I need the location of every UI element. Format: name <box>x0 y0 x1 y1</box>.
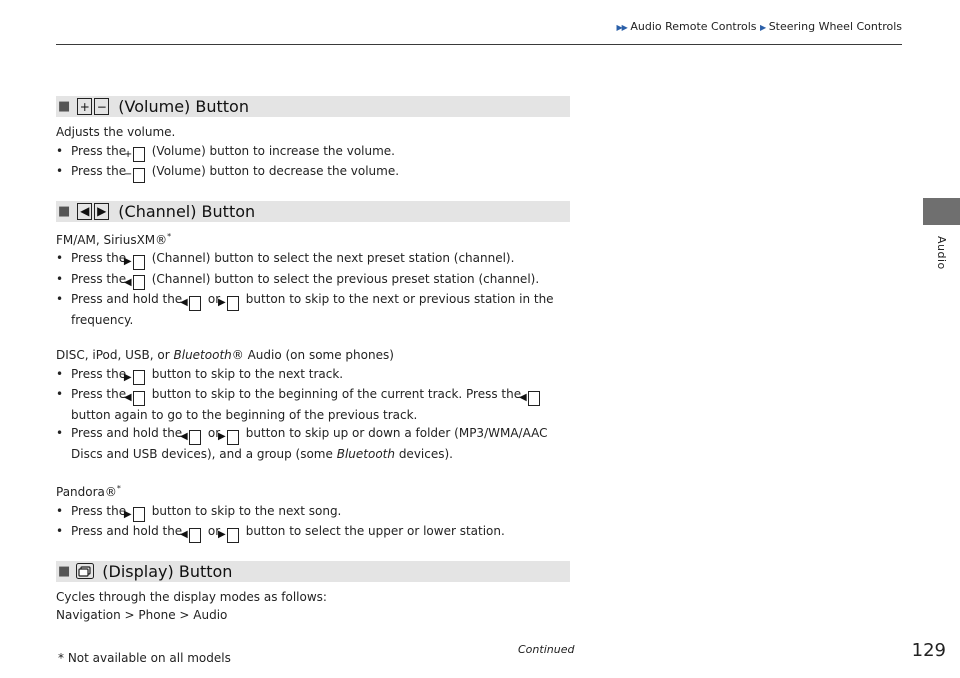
channel-left-icon: ◀ <box>189 296 201 311</box>
channel-left-icon: ◀ <box>189 528 201 543</box>
display-modes: Navigation > Phone > Audio <box>56 608 228 622</box>
heading-square-icon: ■ <box>58 203 71 219</box>
channel-left-icon: ◀ <box>133 391 145 406</box>
continued-label: Continued <box>518 643 575 656</box>
list-item: • Press and hold the ◀ or ▶ button to select the upper or lower station. <box>56 522 570 543</box>
volume-minus-icon: − <box>94 98 109 115</box>
channel-left-icon: ◀ <box>189 430 201 445</box>
section-tab-label: Audio <box>935 236 948 270</box>
display-icon <box>76 563 94 579</box>
volume-heading <box>56 96 570 117</box>
display-intro: Cycles through the display modes as follows: <box>56 589 327 604</box>
fm-label: FM/AM, SiriusXM®* <box>56 231 172 247</box>
heading-square-icon: ■ <box>58 99 71 114</box>
channel-left-icon: ◀ <box>133 275 145 290</box>
page-content <box>56 96 570 625</box>
list-item: • Press the + (Volume) button to increase the volume. <box>56 142 570 163</box>
volume-heading-title: (Volume) Button <box>118 97 249 116</box>
channel-heading <box>56 201 570 222</box>
channel-right-icon: ▶ <box>94 203 109 220</box>
display-heading-title: (Display) Button <box>102 561 233 581</box>
volume-intro: Adjusts the volume. <box>56 125 176 139</box>
channel-right-icon: ▶ <box>133 255 145 270</box>
disc-label: DISC, iPod, USB, or Bluetooth® Audio (on some phones) <box>56 348 394 362</box>
breadcrumb <box>617 20 902 33</box>
volume-plus-icon: + <box>133 147 145 162</box>
channel-heading-title: (Channel) Button <box>118 201 256 221</box>
volume-minus-icon: − <box>133 168 145 183</box>
list-item: • Press and hold the ◀ or ▶ button to skip up or down a folder (MP3/WMA/AAC Discs and USB devices), and a group (some Bluetooth devices). <box>56 426 548 461</box>
section-tab <box>923 198 960 225</box>
display-heading <box>56 561 570 582</box>
breadcrumb-section: Audio Remote Controls <box>630 20 757 33</box>
channel-right-icon: ▶ <box>227 528 239 543</box>
channel-left-icon: ◀ <box>77 203 92 220</box>
pandora-label: Pandora®* <box>56 484 121 499</box>
header-rule <box>56 44 902 45</box>
footnote: * Not available on all models <box>58 651 231 665</box>
list-item: • Press the ◀ button to skip to the beginning of the current track. Press the ◀ button again to go to the beginning of the previous track. <box>56 385 570 424</box>
breadcrumb-arrows-icon: ▶▶ <box>616 23 627 32</box>
channel-right-icon: ▶ <box>133 507 145 522</box>
list-item: • Press the ▶ (Channel) button to select the next preset station (channel). <box>56 249 570 270</box>
volume-plus-icon: + <box>77 98 92 115</box>
breadcrumb-subsection: Steering Wheel Controls <box>768 20 902 33</box>
list-item: • Press the − (Volume) button to decrease the volume. <box>56 162 570 183</box>
list-item: • Press and hold the ◀ or ▶ button to skip to the next or previous station in the frequency. <box>56 292 554 327</box>
channel-left-icon: ◀ <box>528 391 540 406</box>
list-item: • Press the ◀ (Channel) button to select the previous preset station (channel). <box>56 270 570 291</box>
breadcrumb-arrow-icon: ▶ <box>760 23 766 32</box>
list-item: • Press the ▶ button to skip to the next track. <box>56 365 570 386</box>
heading-square-icon: ■ <box>58 563 71 579</box>
channel-right-icon: ▶ <box>227 296 239 311</box>
list-item: • Press the ▶ button to skip to the next song. <box>56 502 570 523</box>
channel-right-icon: ▶ <box>133 370 145 385</box>
page-number: 129 <box>911 640 946 661</box>
channel-right-icon: ▶ <box>227 430 239 445</box>
